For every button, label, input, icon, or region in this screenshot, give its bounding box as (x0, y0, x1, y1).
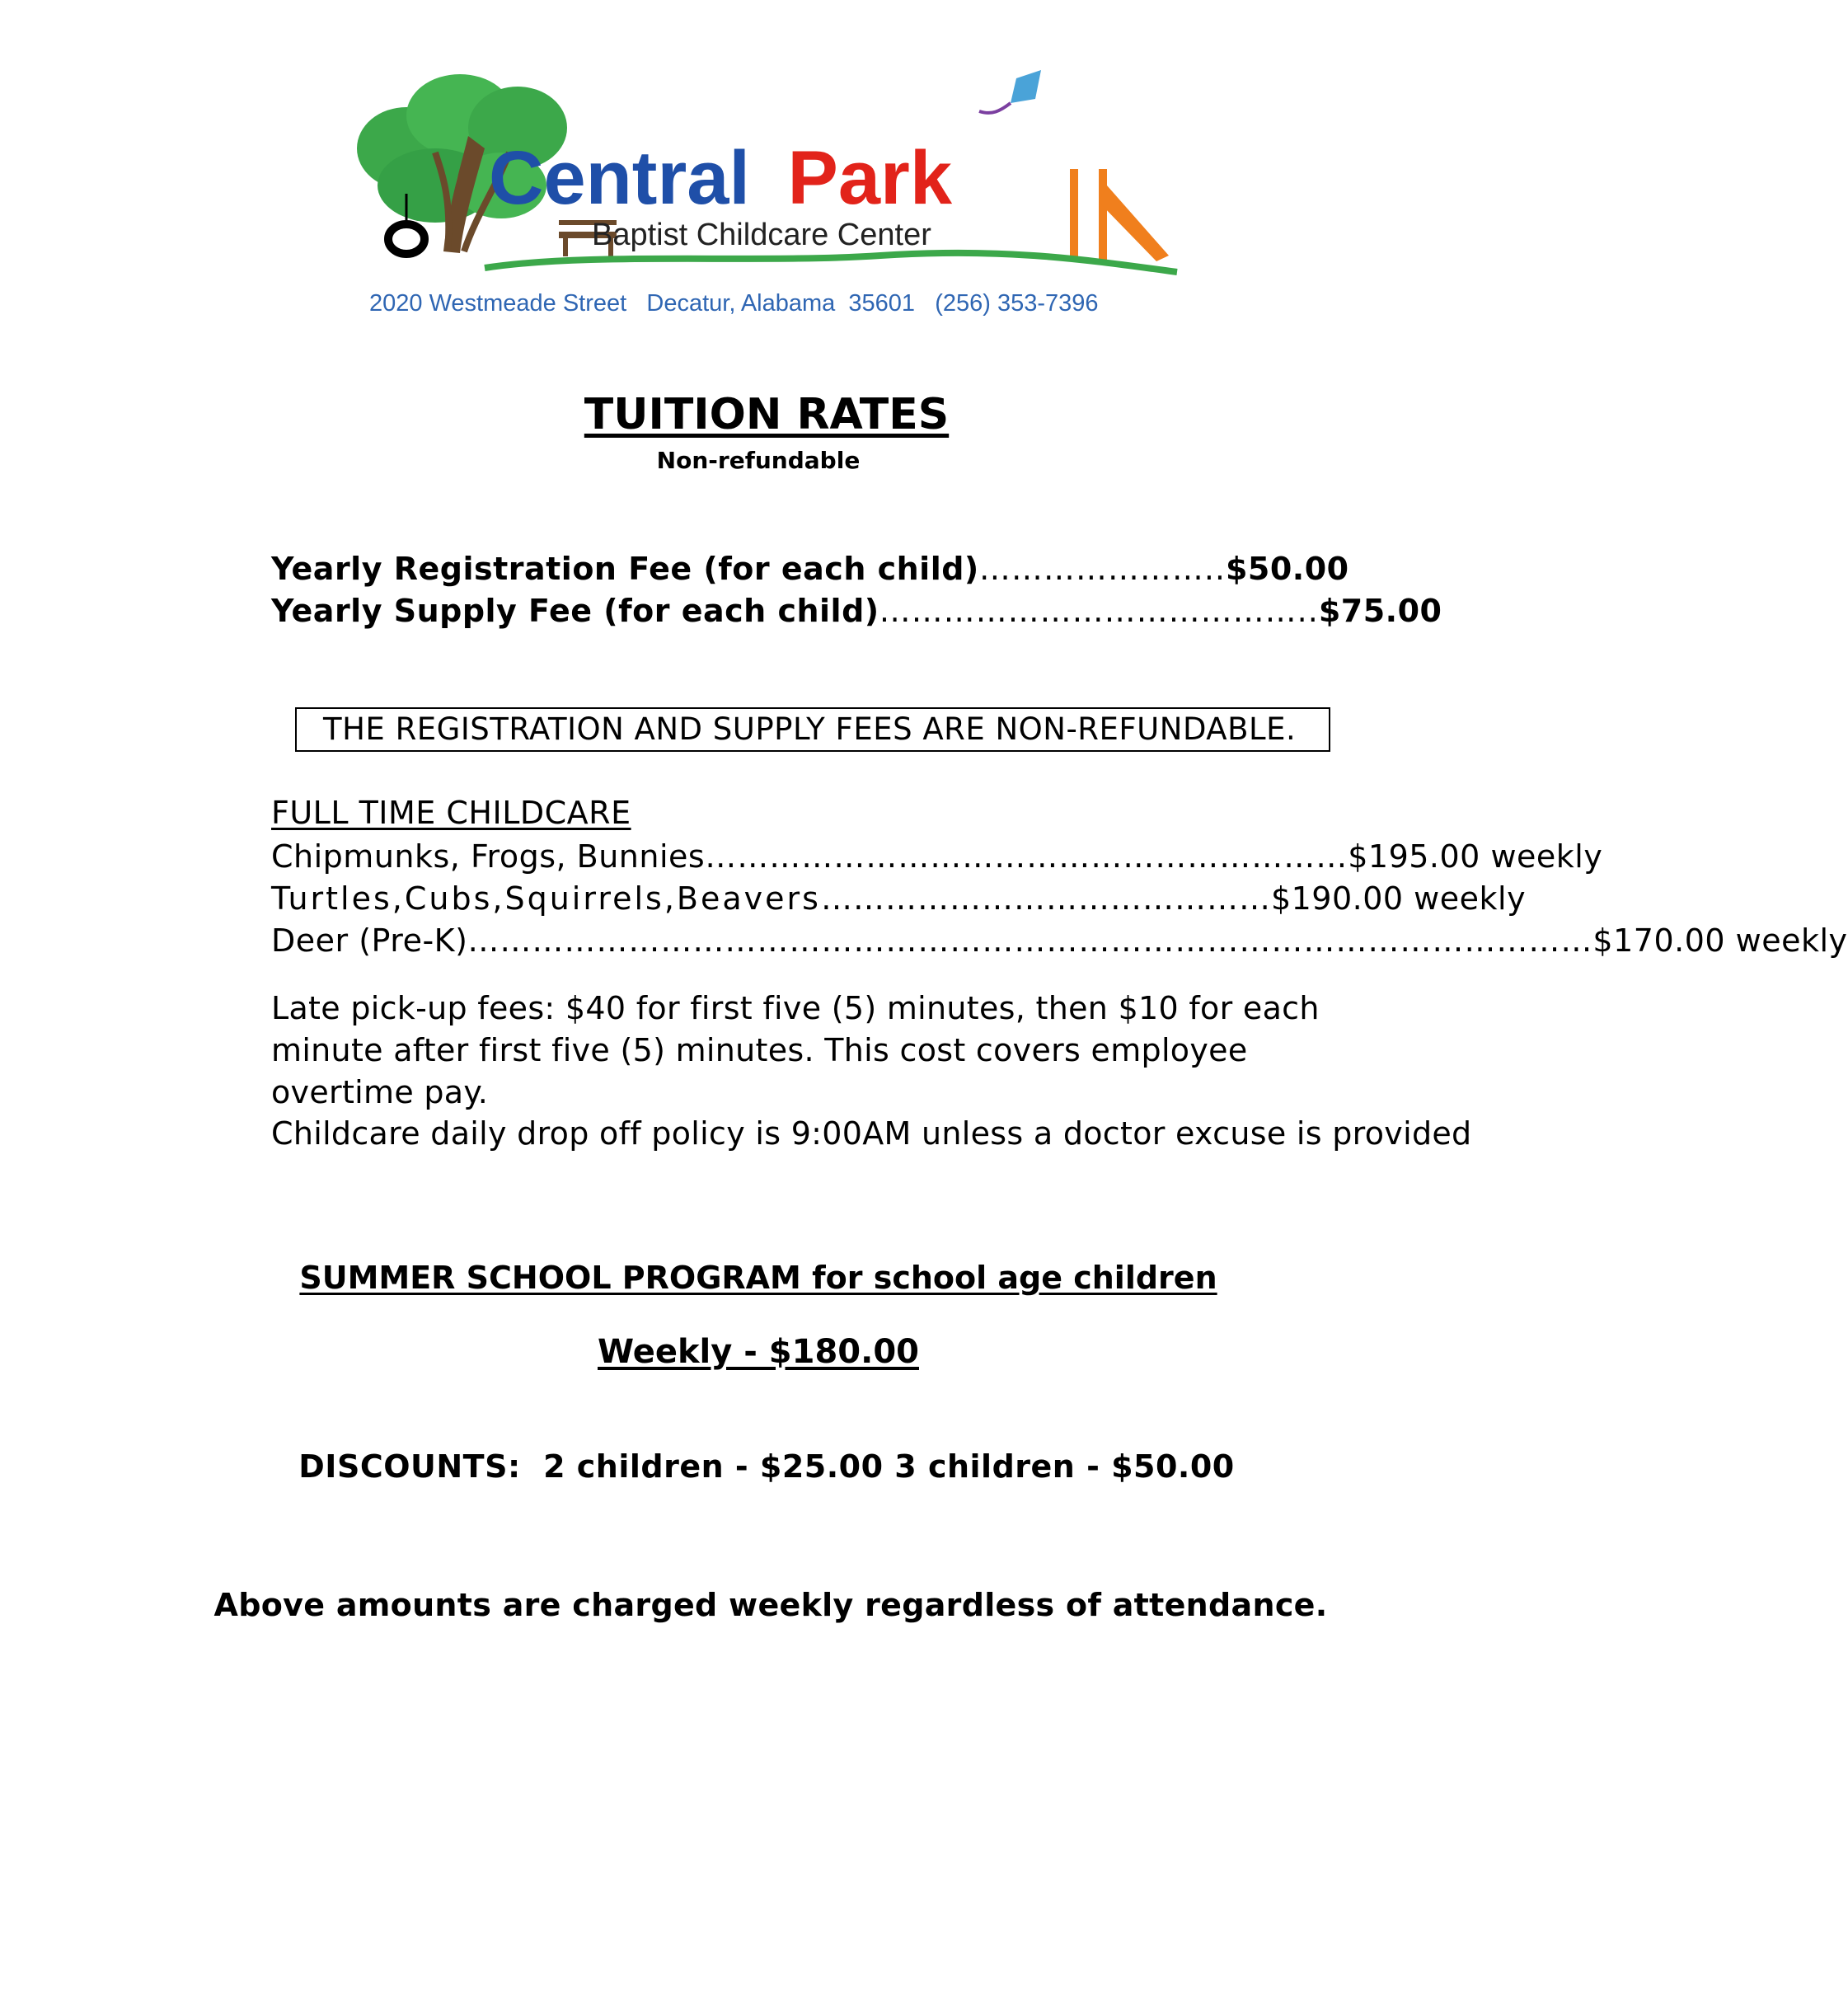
fee-amount: $75.00 (1318, 593, 1442, 629)
attendance-note: Above amounts are charged weekly regardless of attendance. (213, 1587, 1328, 1623)
rate-label: Chipmunks, Frogs, Bunnies (271, 838, 706, 875)
discounts: DISCOUNTS: 2 children - $25.00 3 children - $50.00 (298, 1448, 1235, 1485)
supply-fee-line (271, 593, 1442, 629)
fee-label: Yearly Supply Fee (for each child) (271, 593, 879, 629)
fee-amount: $50.00 (1225, 551, 1349, 587)
late-pickup-fees: Late pick-up fees: $40 for first five (5) minutes, then $10 for each minute after first five (5) minutes. This cost covers employee overtime pay. (271, 990, 1320, 1110)
title-note: Non-refundable (656, 447, 861, 474)
central-park-logo (345, 70, 1194, 326)
registration-fee-line (271, 551, 1349, 587)
kite-icon (979, 70, 1041, 113)
svg-text:Central Park (489, 136, 953, 220)
leader-dots: …………………………………………………………………………………………… (467, 922, 1593, 959)
summer-program-heading: SUMMER SCHOOL PROGRAM for school age children (299, 1260, 1217, 1296)
rate-amount: $195.00 weekly (1348, 838, 1603, 875)
rate-label: Deer (Pre-K) (271, 922, 468, 959)
rate-line (271, 880, 1527, 917)
logo-name-park: Park (787, 136, 953, 220)
non-refundable-notice: THE REGISTRATION AND SUPPLY FEES ARE NON-REFUNDABLE. (295, 707, 1330, 752)
full-time-heading: FULL TIME CHILDCARE (271, 795, 631, 831)
logo-address: 2020 Westmeade Street Decatur, Alabama 35601 (256) 353-7396 (369, 290, 1099, 317)
rate-amount: $190.00 weekly (1270, 880, 1527, 917)
summer-weekly-rate: Weekly - $180.00 (598, 1333, 919, 1371)
page-title: TUITION RATES (584, 390, 950, 439)
fee-label: Yearly Registration Fee (for each child) (271, 551, 979, 587)
rate-line (271, 922, 1848, 959)
rate-label: Turtles,Cubs,Squirrels,Beavers (271, 880, 821, 917)
leader-dots: ………………………………….. (879, 593, 1319, 629)
logo-subtitle: Baptist Childcare Center (592, 218, 931, 252)
slide-icon (1070, 169, 1169, 261)
drop-off-policy: Childcare daily drop off policy is 9:00AM unless a doctor excuse is provided (271, 1115, 1472, 1152)
grass-line (485, 253, 1177, 272)
leader-dots: …………………………………………………… (705, 838, 1348, 875)
leader-dots: ………………….. (978, 551, 1226, 587)
rate-amount: $170.00 weekly (1592, 922, 1848, 959)
rate-line (271, 838, 1603, 875)
leader-dots: …………………………………… (820, 880, 1271, 917)
logo-name-central: Central (489, 136, 750, 220)
